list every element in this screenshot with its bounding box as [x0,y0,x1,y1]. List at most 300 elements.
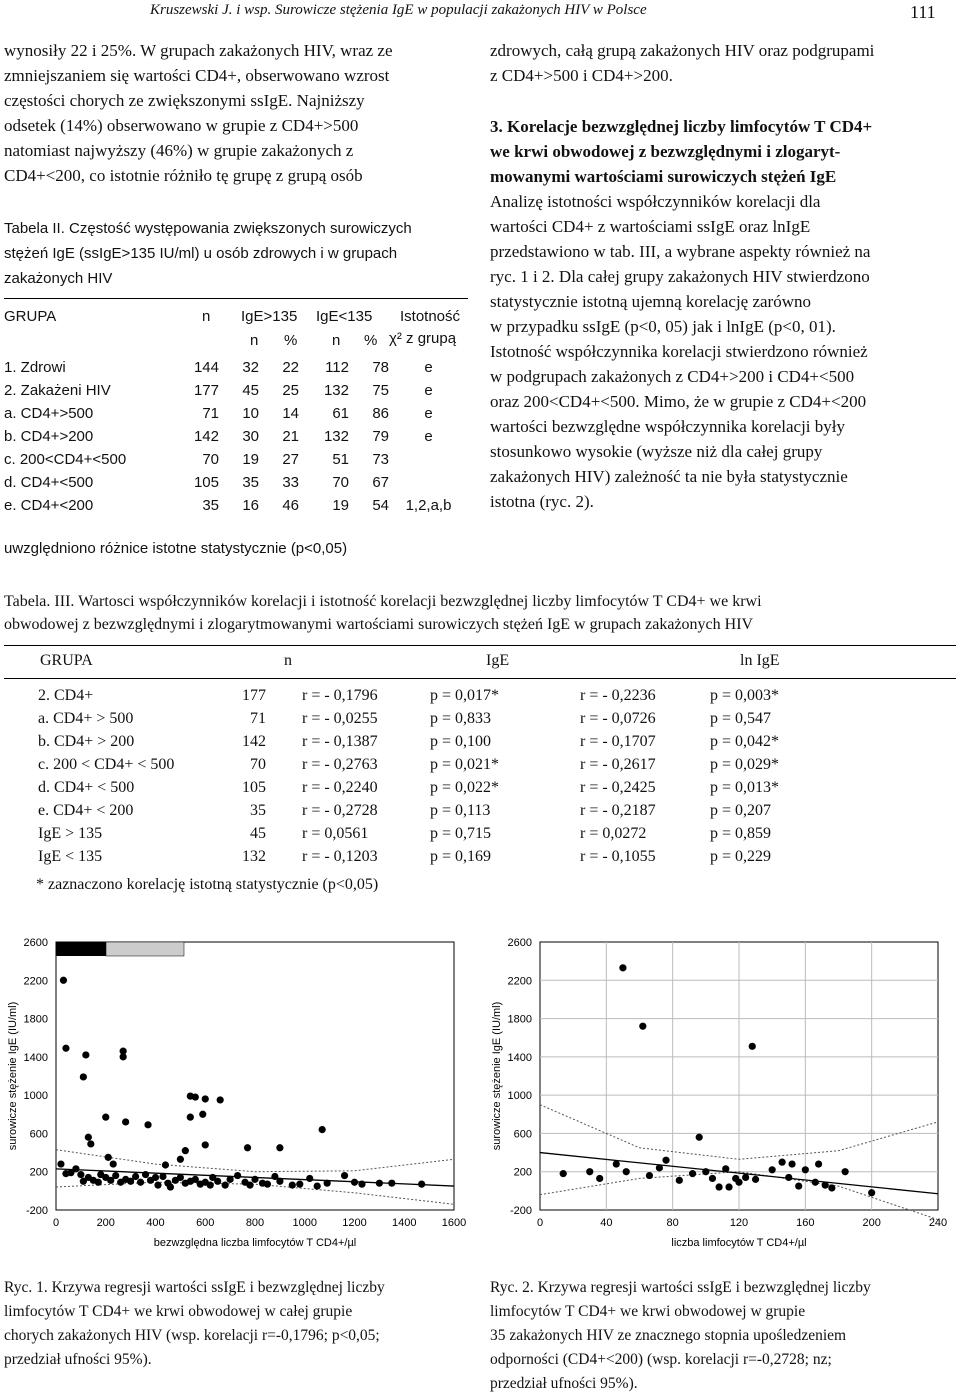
table-row [4,684,884,707]
table-cell: 22 [282,359,299,376]
data-point [828,1184,835,1191]
table-cell: e [424,382,433,399]
table-row [4,471,468,494]
data-point [227,1176,234,1183]
caption-line: chorych zakażonych HIV (wsp. korelacji r=-0,1796; p<0,05; [4,1327,380,1344]
text-line: Analizę istotności współczynników korelacji dla [490,192,821,211]
table-cell: d. CD4+<500 [4,474,94,491]
subheader-n2: n [332,332,341,349]
data-point [82,1051,89,1058]
header-grupa: GRUPA [4,308,57,325]
data-point [142,1171,149,1178]
table-cell: r = - 0,2763 [302,755,378,773]
y-tick-label: 200 [513,1166,532,1179]
table-row [4,402,468,425]
table-cell: p = 0,715 [430,824,492,842]
figure-1-caption [4,1276,474,1372]
data-point [87,1140,94,1147]
table2-header [4,308,468,356]
table-cell: 132 [323,382,349,399]
x-tick-label: 120 [729,1217,749,1229]
table-cell: 177 [242,686,266,704]
x-axis-label: bezwzględna liczba limfocytów T CD4+/µl [153,1237,357,1249]
ci-upper-curve [56,1150,454,1172]
data-point [376,1180,383,1187]
data-point [177,1156,184,1163]
table-cell: d. CD4+ < 500 [38,778,135,796]
table-cell: p = 0,029* [710,755,780,773]
table-cell: p = 0,100 [430,732,492,750]
plot-frame [56,942,454,1210]
table-cell: r = - 0,0726 [580,709,656,727]
data-point [80,1073,87,1080]
table-row [4,845,884,868]
text-line: odsetek (14%) obserwowano w grupie z CD4+>500 [4,116,359,135]
data-point [735,1179,742,1186]
right-paragraph-2 [490,189,956,514]
table-cell: 71 [202,405,219,422]
table-cell: IgE > 135 [38,824,103,842]
data-point [639,1023,646,1030]
data-point [60,977,67,984]
header-ige-high: IgE>135 [241,308,298,325]
data-point [341,1172,348,1179]
table-cell: 33 [282,474,299,491]
table-cell: p = 0,022* [430,778,500,796]
table-cell: 1,2,a,b [405,497,452,514]
y-tick-label: 2600 [23,937,48,949]
data-point [217,1096,224,1103]
data-point [192,1093,199,1100]
table-cell: 112 [325,359,349,376]
table3-caption [4,590,956,636]
table-cell: p = 0,547 [710,709,772,727]
data-point [112,1172,119,1179]
data-point [144,1121,151,1128]
header-significance: Istotność [400,308,461,325]
table-cell: 32 [242,359,259,376]
table3-top-rule [4,645,956,646]
data-point [162,1161,169,1168]
table-cell: p = 0,021* [430,755,500,773]
data-point [132,1173,139,1180]
table3-header-rule [4,678,956,679]
table-cell: p = 0,833 [430,709,492,727]
page-number: 111 [910,2,936,22]
table-cell: 86 [372,405,389,422]
legend-bar-light [106,942,184,956]
t3-header-n: n [284,652,292,669]
table-cell: r = - 0,2617 [580,755,656,773]
x-tick-label: 800 [245,1217,265,1229]
x-tick-label: 200 [96,1217,115,1229]
table-cell: 73 [372,451,389,468]
table-cell: c. 200 < CD4+ < 500 [38,755,175,773]
data-point [276,1144,283,1151]
y-tick-label: 1400 [23,1051,48,1064]
x-tick-label: 0 [52,1217,60,1229]
table-cell: p = 0,113 [430,801,491,819]
table-cell: e [424,428,433,445]
data-point [77,1171,84,1178]
table-cell: 10 [242,405,259,422]
heading-line: mowanymi wartościami surowiczych stężeń IgE [490,167,837,186]
header-n: n [202,308,211,325]
data-point [251,1176,258,1183]
data-point [709,1175,716,1182]
x-tick-label: 0 [536,1217,544,1229]
data-point [122,1118,129,1125]
table-cell: r = - 0,2425 [580,778,656,796]
data-point [222,1182,229,1189]
table-cell: e [424,359,433,376]
data-point [154,1182,161,1189]
figure-2 [484,928,956,1258]
table-cell: 1. Zdrowi [4,359,66,376]
table-row [4,822,884,845]
data-point [276,1178,283,1185]
caption-line: Ryc. 1. Krzywa regresji wartości ssIgE i bezwzględnej liczby [4,1279,385,1296]
table3-note: * zaznaczono korelację istotną statystycznie (p<0,05) [36,876,379,893]
running-title: Kruszewski J. i wsp. Surowicze stężenia IgE w populacji zakażonych HIV w Polsce [150,2,647,18]
table-cell: p = 0,003* [710,686,780,704]
table-cell: 71 [250,709,266,727]
table-cell: 79 [372,428,389,445]
caption-line: przedział ufności 95%). [4,1351,152,1368]
table-row [4,753,884,776]
table-cell: 144 [193,359,219,376]
data-point [613,1160,620,1167]
text-line: w podgrupach zakażonych z CD4+>200 i CD4+<500 [490,367,855,386]
left-paragraph [4,38,474,188]
y-tick-label: 600 [513,1128,532,1141]
table-cell: a. CD4+ > 500 [38,709,134,727]
data-point [586,1168,593,1175]
table-cell: p = 0,859 [710,824,772,842]
y-tick-label: 1800 [23,1013,48,1026]
caption-line: Ryc. 2. Krzywa regresji wartości ssIgE i bezwzględnej liczby [490,1279,871,1296]
x-tick-label: 1600 [441,1217,467,1229]
data-point [623,1168,630,1175]
y-tick-label: 600 [29,1128,48,1141]
table-cell: 27 [282,451,299,468]
table-cell: p = 0,042* [710,732,780,750]
data-point [802,1166,809,1173]
text-line: wartości bezwzględne współczynnika korelacji były [490,417,845,436]
data-point [676,1177,683,1184]
table-cell: IgE < 135 [38,847,103,865]
data-point [95,1179,102,1186]
data-point [560,1170,567,1177]
data-point [246,1182,253,1189]
table3 [4,684,956,868]
y-tick-label: 1000 [507,1090,532,1103]
table-cell: r = - 0,2236 [580,686,656,704]
scatter-plot-2 [484,928,956,1258]
y-tick-label: 1800 [507,1013,532,1026]
data-point [769,1166,776,1173]
table-cell: 35 [250,801,266,819]
table3-body [4,684,884,868]
table-cell: 35 [242,474,259,491]
data-point [120,1048,127,1055]
table-cell: 70 [202,451,219,468]
table-cell: 30 [242,428,259,445]
data-point [779,1159,786,1166]
x-tick-label: 240 [928,1217,948,1229]
data-point [742,1174,749,1181]
table-cell: 45 [242,382,259,399]
data-point [110,1160,117,1167]
data-point [319,1126,326,1133]
header-ige-low: IgE<135 [316,308,373,325]
data-point [785,1174,792,1181]
data-point [662,1157,669,1164]
table-cell: r = - 0,1796 [302,686,378,704]
table-cell: p = 0,013* [710,778,780,796]
table-cell: 2. Zakażeni HIV [4,382,111,399]
caption-line: obwodowej z bezwzględnymi i zlogarytmowanymi wartościami surowiczych stężeń IgE w grupach zakażonych HIV [4,616,754,633]
text-line: stosunkowo wysokie (wyższe niż dla całej grupy [490,442,823,461]
x-tick-label: 160 [796,1217,815,1229]
heading-line: we krwi obwodowej z bezwzględnymi i zlogaryt- [490,142,841,161]
text-line: Istotność współczynnika korelacji stwierdzono również [490,342,868,361]
y-axis-label: surowicze stężenie IgE (IU/ml) [491,1001,503,1151]
table-row [4,356,468,379]
table-row [4,730,884,753]
data-point [702,1168,709,1175]
legend-bar-dark [56,942,106,956]
text-line: zdrowych, całą grupą zakażonych HIV oraz podgrupami [490,41,875,60]
table-cell: r = - 0,1387 [302,732,378,750]
data-point [85,1134,92,1141]
data-point [177,1174,184,1181]
data-point [815,1160,822,1167]
table-row [4,799,884,822]
heading-line: 3. Korelacje bezwzględnej liczby limfocytów T CD4+ [490,117,873,136]
table3-header [4,652,956,676]
table2-body [4,356,468,517]
data-point [264,1181,271,1188]
table2-caption [4,216,474,291]
table-row [4,707,884,730]
subheader-n1: n [250,332,259,349]
table-cell: r = - 0,1055 [580,847,656,865]
subheader-pct1: % [284,332,298,349]
table-cell [389,448,468,471]
table-cell: r = - 0,1203 [302,847,378,865]
data-point [199,1111,206,1118]
table-cell: 19 [242,451,259,468]
table-cell: b. CD4+ > 200 [38,732,135,750]
table-cell: e. CD4+ < 200 [38,801,134,819]
data-point [822,1182,829,1189]
subheader-pct2: % [364,332,378,349]
y-tick-label: 2200 [507,975,532,988]
caption-line: 35 zakażonych HIV ze znacznego stopnia upośledzeniem [490,1327,847,1344]
table-cell: 132 [323,428,349,445]
table2-top-rule [4,298,468,299]
caption-line: stężeń IgE (ssIgE>135 IU/ml) u osób zdrowych i w grupach [4,245,398,262]
scatter-plot-1 [0,928,472,1258]
data-point [716,1183,723,1190]
text-line: CD4+<200, co istotnie różniło tę grupę z grupą osób [4,166,363,185]
data-point [202,1141,209,1148]
data-point [102,1114,109,1121]
x-tick-label: 200 [862,1217,881,1229]
table-cell: p = 0,017* [430,686,500,704]
table-row [4,448,468,471]
data-point [187,1114,194,1121]
data-point [244,1144,251,1151]
table-cell: p = 0,169 [430,847,492,865]
data-point [62,1045,69,1052]
table-cell: 105 [242,778,266,796]
y-tick-label: 200 [29,1166,48,1179]
data-point [788,1160,795,1167]
table-cell: 70 [332,474,349,491]
table-cell: 51 [332,451,349,468]
data-point [289,1182,296,1189]
table-cell: 16 [242,497,259,514]
caption-line: przedział ufności 95%). [490,1375,638,1392]
data-point [812,1179,819,1186]
data-point [418,1181,425,1188]
table-cell: r = 0,0561 [302,824,369,842]
caption-line: limfocytów T CD4+ we krwi obwodowej w grupie [490,1303,806,1320]
right-paragraph-1 [490,38,956,88]
table-cell: r = - 0,0255 [302,709,378,727]
y-tick-label: 2200 [23,975,48,988]
table-cell: 61 [332,405,349,422]
data-point [619,964,626,971]
y-tick-label: 1000 [23,1090,48,1103]
caption-line: Tabela. III. Wartosci współczynników korelacji i istotność korelacji bezwzględnej liczby limfocytów T CD4+ we krwi [4,593,762,610]
table-cell: r = - 0,1707 [580,732,656,750]
table-cell: p = 0,207 [710,801,772,819]
data-point [152,1174,159,1181]
data-point [596,1175,603,1182]
y-tick-label: 2600 [507,937,532,949]
table-cell: r = - 0,2187 [580,801,656,819]
table-cell: a. CD4+>500 [4,405,94,422]
text-line: ryc. 1 i 2. Dla całej grupy zakażonych HIV stwierdzono [490,267,870,286]
table-cell: 2. CD4+ [38,686,94,704]
data-point [137,1179,144,1186]
table-cell: p = 0,229 [710,847,772,865]
table-cell: 70 [250,755,266,773]
table2 [4,308,468,517]
data-point [324,1180,331,1187]
data-point [722,1165,729,1172]
data-point [696,1134,703,1141]
table-cell: 14 [282,405,299,422]
text-line: częstości chorych ze zwiększonymi ssIgE. Najniższy [4,91,365,110]
data-point [752,1176,759,1183]
text-line: przedstawiono w tab. III, a wybrane aspekty również na [490,242,871,261]
table-cell: 78 [372,359,389,376]
table-cell: c. 200<CD4+<500 [4,451,127,468]
data-point [105,1154,112,1161]
data-point [72,1165,79,1172]
y-tick-label: -200 [509,1205,532,1217]
data-point [234,1172,241,1179]
table-cell: 105 [193,474,219,491]
caption-line: odporności (CD4+<200) (wsp. korelacji r=-0,2728; nz; [490,1351,832,1368]
table-cell: 132 [242,847,266,865]
text-line: zmniejszaniem się wartości CD4+, obserwowano wzrost [4,66,390,85]
data-point [159,1173,166,1180]
data-point [795,1182,802,1189]
y-axis-label: surowicze stężenie IgE (IU/ml) [7,1001,19,1151]
x-tick-label: 400 [146,1217,165,1229]
data-point [749,1043,756,1050]
table-cell: 45 [250,824,266,842]
table-row [4,494,468,517]
table-cell: 46 [282,497,299,514]
t3-header-grupa: GRUPA [40,652,93,669]
x-tick-label: 1200 [342,1217,367,1229]
subheader-chi: χ² z grupą [389,330,457,347]
table-cell [389,471,468,494]
data-point [388,1180,395,1187]
data-point [351,1179,358,1186]
x-tick-label: 1400 [392,1217,417,1229]
figure-2-caption [490,1276,956,1396]
data-point [314,1182,321,1189]
text-line: z CD4+>500 i CD4+>200. [490,66,673,85]
data-point [202,1095,209,1102]
text-line: zakażonych HIV) zależność ta nie była statystycznie [490,467,848,486]
figure-1 [0,928,472,1258]
x-tick-label: 40 [600,1217,613,1229]
data-point [842,1168,849,1175]
x-tick-label: 600 [196,1217,215,1229]
table-cell: 177 [193,382,219,399]
table-cell: 67 [372,474,389,491]
caption-line: zakażonych HIV [4,270,113,287]
table-cell: 35 [202,497,219,514]
table-row [4,379,468,402]
table-cell: b. CD4+>200 [4,428,94,445]
table-cell: e. CD4+<200 [4,497,94,514]
table-cell: r = 0,0272 [580,824,647,842]
y-tick-label: -200 [25,1205,48,1217]
data-point [167,1183,174,1190]
table-cell: r = - 0,2240 [302,778,378,796]
data-point [57,1160,64,1167]
caption-line: limfocytów T CD4+ we krwi obwodowej w całej grupie [4,1303,353,1320]
text-line: wynosiły 22 i 25%. W grupach zakażonych HIV, wraz ze [4,41,393,60]
y-tick-label: 1400 [507,1051,532,1064]
table-row [4,776,884,799]
text-line: natomiast najwyższy (46%) w grupie zakażonych z [4,141,354,160]
t3-header-ige: IgE [486,652,510,669]
text-line: wartości CD4+ z wartościami ssIgE oraz lnIgE [490,217,811,236]
data-point [207,1182,214,1189]
table-cell: 142 [242,732,266,750]
text-line: statystycznie istotną ujemną korelację zarówno [490,292,811,311]
table-cell: 142 [193,428,219,445]
table2-note: uwzględniono różnice istotne statystycznie (p<0,05) [4,540,348,557]
data-point [214,1178,221,1185]
x-axis-label: liczba limfocytów T CD4+/µl [671,1237,807,1249]
table-row [4,425,468,448]
data-point [358,1181,365,1188]
table-cell: 19 [332,497,349,514]
table-cell: 25 [282,382,299,399]
x-tick-label: 1000 [292,1217,317,1229]
